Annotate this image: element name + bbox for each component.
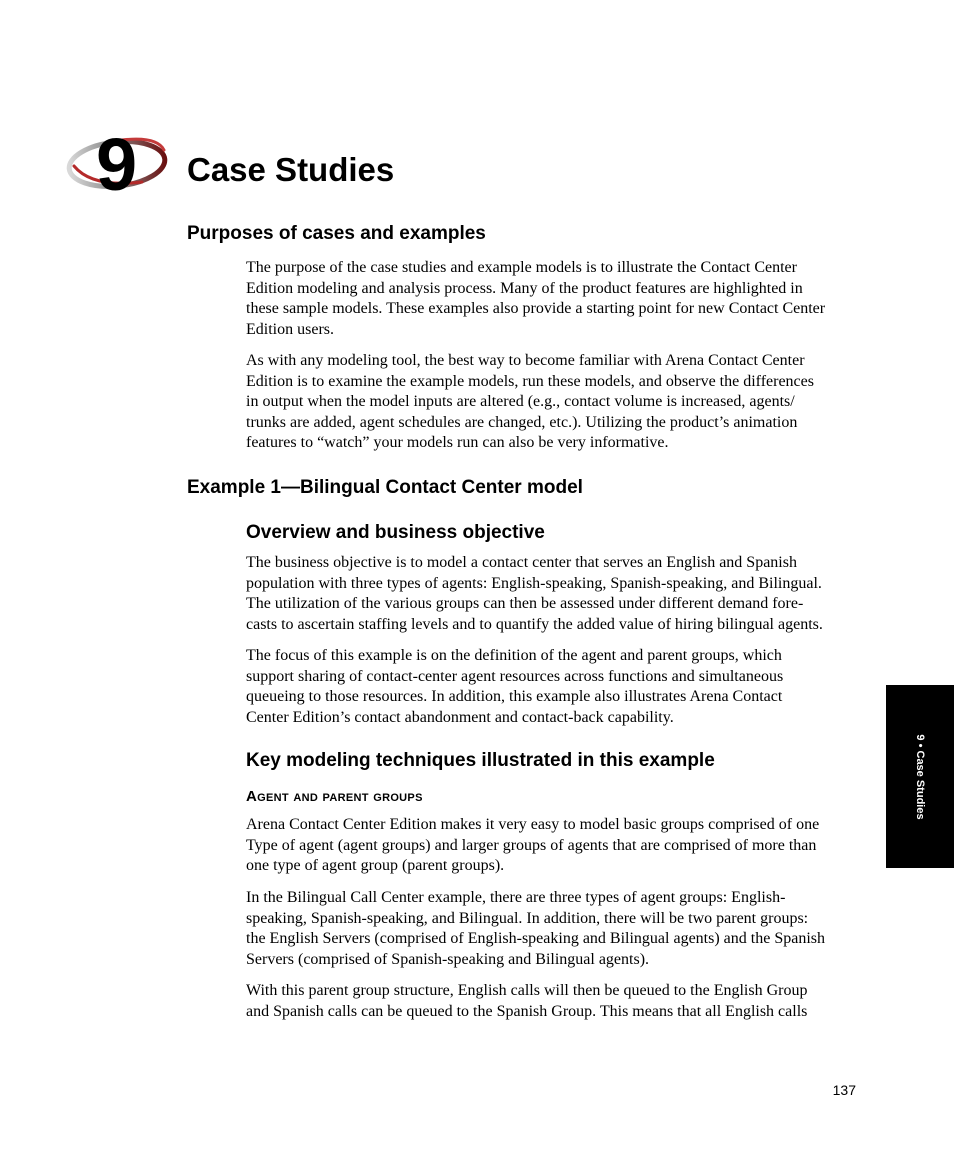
paragraph-agent-groups-1: Arena Contact Center Edition makes it very easy to model basic groups comprised of one Type of agent (agent groups) and larger groups of agents that are comprised of more than one type of agent group (parent groups). — [246, 816, 820, 875]
paragraph-purposes-2: As with any modeling tool, the best way to become familiar with Arena Contact Center Edition is to examine the example models, run these models, and observe the differences in output when the model inputs are altered (e.g., contact volume is increased, agents/ trunks are added, agent schedules are changed, etc.). Utilizing the product’s animation features to “watch” your models run can also be very informative. — [246, 352, 814, 452]
paragraph-overview-2: The focus of this example is on the definition of the agent and parent groups, which support sharing of contact-center agent resources across functions and simultaneous queueing to those resources. In addition, this example also illustrates Arena Contact Center Edition’s contact abandonment and contact-back capability. — [246, 647, 784, 726]
subheading-overview: Overview and business objective — [246, 522, 545, 543]
chapter-side-tab — [886, 685, 954, 868]
chapter-number: 9 — [96, 123, 137, 206]
paragraph-purposes-1: The purpose of the case studies and example models is to illustrate the Contact Center Edition modeling and analysis process. Many of the product features are highlighted in these sample models. These examples also provide a starting point for new Contact Center Edition users. — [246, 259, 826, 338]
paragraph-overview-1: The business objective is to model a contact center that serves an English and Spanish population with three types of agents: English-speaking, Spanish-speaking, and Bilingual. The utilization of the various groups can then be assessed under different demand fore- casts to ascertain staffing levels and to quantify the added value of hiring bilingual agents. — [246, 554, 823, 633]
subheading-key-techniques: Key modeling techniques illustrated in this example — [246, 750, 715, 771]
page-number: 137 — [832, 1082, 856, 1098]
chapter-title: Case Studies — [187, 151, 395, 188]
subheading-agent-parent-groups: Agent and parent groups — [246, 788, 423, 805]
paragraph-agent-groups-3: With this parent group structure, English calls will then be queued to the English Group and Spanish calls can be queued to the Spanish Group. This means that all English calls — [246, 982, 808, 1020]
section-heading-example1: Example 1—Bilingual Contact Center model — [187, 477, 583, 498]
paragraph-agent-groups-2: In the Bilingual Call Center example, there are three types of agent groups: English- speaking, Spanish-speaking, and Bilingual. In addition, there will be two parent groups: the English Servers (comprised of English-speaking and Bilingual agents) and the Spanish Servers (comprised of Spanish-speaking and Bilingual agents). — [246, 889, 825, 968]
side-tab-label: 9 • Case Studies — [914, 733, 926, 820]
section-heading-purposes: Purposes of cases and examples — [187, 223, 486, 244]
